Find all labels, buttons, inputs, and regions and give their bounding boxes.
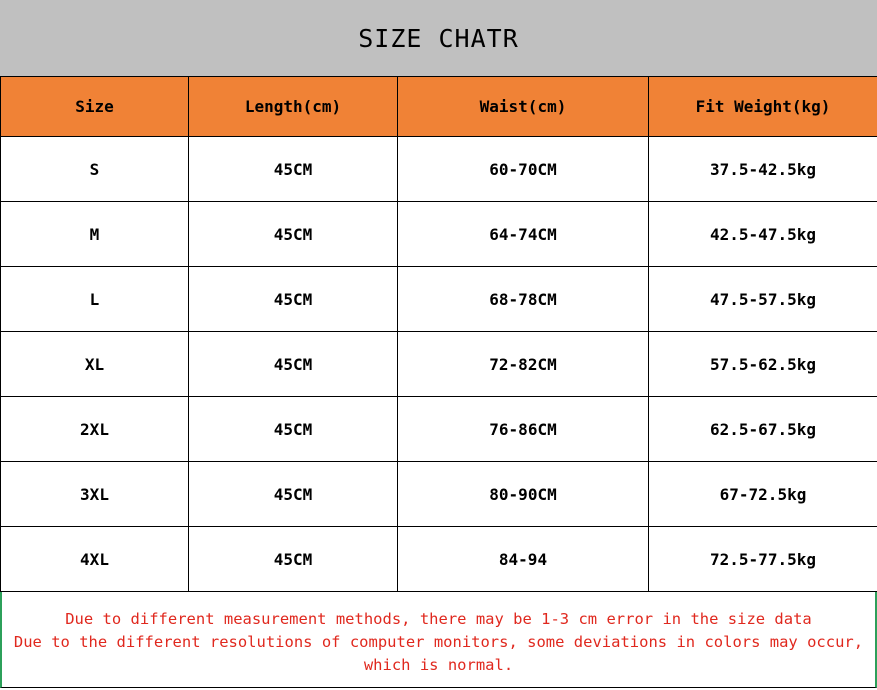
header-length: Length(cm): [189, 77, 398, 137]
size-table: [0, 76, 877, 592]
waist-cell: 72-82CM: [398, 332, 649, 397]
waist-cell: 60-70CM: [398, 137, 649, 202]
size-cell: 3XL: [1, 462, 189, 527]
weight-cell: 67-72.5kg: [649, 462, 877, 527]
table-row: [1, 202, 877, 267]
header-waist: Waist(cm): [398, 77, 649, 137]
page-title: SIZE CHATR: [0, 0, 877, 76]
note-line: Due to the different resolutions of computer monitors, some deviations in colors may occur,: [13, 633, 864, 651]
weight-cell: 72.5-77.5kg: [649, 527, 877, 592]
size-cell: M: [1, 202, 189, 267]
table-row: [1, 332, 877, 397]
length-cell: 45CM: [189, 397, 398, 462]
table-row: [1, 462, 877, 527]
header-fit-weight: Fit Weight(kg): [649, 77, 877, 137]
weight-cell: 47.5-57.5kg: [649, 267, 877, 332]
table-row: [1, 137, 877, 202]
length-cell: 45CM: [189, 202, 398, 267]
weight-cell: 42.5-47.5kg: [649, 202, 877, 267]
waist-cell: 64-74CM: [398, 202, 649, 267]
length-cell: 45CM: [189, 332, 398, 397]
weight-cell: 37.5-42.5kg: [649, 137, 877, 202]
size-cell: 4XL: [1, 527, 189, 592]
weight-cell: 62.5-67.5kg: [649, 397, 877, 462]
table-row: [1, 267, 877, 332]
waist-cell: 68-78CM: [398, 267, 649, 332]
note-line: which is normal.: [363, 656, 514, 674]
waist-cell: 80-90CM: [398, 462, 649, 527]
size-cell: 2XL: [1, 397, 189, 462]
length-cell: 45CM: [189, 462, 398, 527]
note-line: Due to different measurement methods, there may be 1-3 cm error in the size data: [65, 610, 812, 628]
header-size: Size: [1, 77, 189, 137]
size-cell: L: [1, 267, 189, 332]
length-cell: 45CM: [189, 137, 398, 202]
size-cell: XL: [1, 332, 189, 397]
table-header-row: [1, 77, 877, 137]
waist-cell: 76-86CM: [398, 397, 649, 462]
table-row: [1, 527, 877, 592]
waist-cell: 84-94: [398, 527, 649, 592]
size-cell: S: [1, 137, 189, 202]
disclaimer-notes: [0, 592, 877, 688]
table-row: [1, 397, 877, 462]
length-cell: 45CM: [189, 267, 398, 332]
weight-cell: 57.5-62.5kg: [649, 332, 877, 397]
length-cell: 45CM: [189, 527, 398, 592]
